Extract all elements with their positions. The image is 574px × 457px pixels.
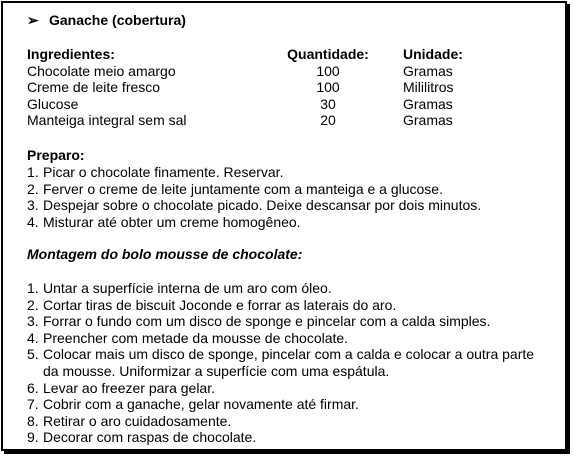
step-number: 2. [27,296,39,313]
step-text: da mousse. Uniformizar a superfície com uma espátula. [43,362,390,379]
step-number: 3. [27,197,39,214]
list-item [27,181,563,198]
list-item [27,346,563,363]
list-item [27,280,563,297]
ingredient-name: Creme de leite fresco [27,79,161,96]
list-item [27,380,563,397]
step-text: Cobrir com a ganache, gelar novamente até firmar. [43,396,359,413]
list-item [27,214,563,231]
montagem-list [27,280,563,446]
step-text: Picar o chocolate finamente. Reservar. [43,164,284,180]
header-quantidade: Quantidade: [287,46,369,62]
step-number: 5. [27,346,39,363]
preparo-list [27,164,563,230]
step-number: 6. [27,379,39,396]
ingredient-name: Chocolate meio amargo [27,62,176,79]
list-item [27,429,563,446]
step-text: Retirar o aro cuidadosamente. [43,412,232,429]
step-number: 8. [27,412,39,429]
preparo-title: Preparo: [27,147,85,163]
ingredient-quantity: 20 [320,112,336,129]
list-item [27,413,563,430]
step-text: Levar ao freezer para gelar. [43,379,215,396]
document-content [3,3,565,449]
montagem-title: Montagem do bolo mousse de chocolate: [27,246,303,262]
ingredients-table [27,46,547,129]
arrow-bullet-icon: ➢ [27,12,39,28]
ingredient-quantity: 30 [320,95,336,112]
ingredient-unit: Gramas [403,95,453,112]
document-frame [1,1,567,451]
header-ingredientes: Ingredientes: [27,46,115,62]
step-text: Colocar mais um disco de sponge, pincelar com a calda e colocar a outra parte [43,346,535,363]
step-number: 2. [27,180,39,197]
step-text: Ferver o creme de leite juntamente com a manteiga e a glucose. [43,180,443,197]
list-item [27,396,563,413]
step-text: Forrar o fundo com um disco de sponge e pincelar com a calda simples. [43,313,491,330]
ingredient-unit: Gramas [403,112,453,129]
table-row [27,79,547,96]
table-row [27,63,547,80]
step-number: 4. [27,213,39,230]
ingredients-header-row [27,46,547,63]
step-number: 1. [27,280,39,296]
step-text: Untar a superfície interna de um aro com óleo. [43,280,332,296]
ingredient-name: Manteiga integral sem sal [27,112,187,129]
ingredient-unit: Gramas [403,62,453,79]
list-item [27,197,563,214]
section-heading [27,12,186,29]
table-row [27,112,547,129]
ingredient-unit: Mililitros [403,79,454,96]
section-title: Ganache (cobertura) [49,12,186,28]
ingredient-quantity: 100 [316,79,340,96]
list-item-continuation [27,363,563,380]
table-row [27,96,547,113]
step-number: 7. [27,396,39,413]
step-text: Decorar com raspas de chocolate. [43,429,257,446]
list-item [27,164,563,181]
step-text: Despejar sobre o chocolate picado. Deixe descansar por dois minutos. [43,197,482,214]
step-number: 4. [27,329,39,346]
step-text: Misturar até obter um creme homogêneo. [43,213,301,230]
ingredient-quantity: 100 [316,62,340,79]
step-number: 3. [27,313,39,330]
step-number: 1. [27,164,39,180]
step-text: Preencher com metade da mousse de chocolate. [43,329,349,346]
step-text: Cortar tiras de biscuit Joconde e forrar as laterais do aro. [43,296,397,313]
list-item [27,313,563,330]
list-item [27,297,563,314]
ingredient-name: Glucose [27,95,79,112]
header-unidade: Unidade: [403,46,463,62]
step-number: 9. [27,429,39,446]
list-item [27,330,563,347]
